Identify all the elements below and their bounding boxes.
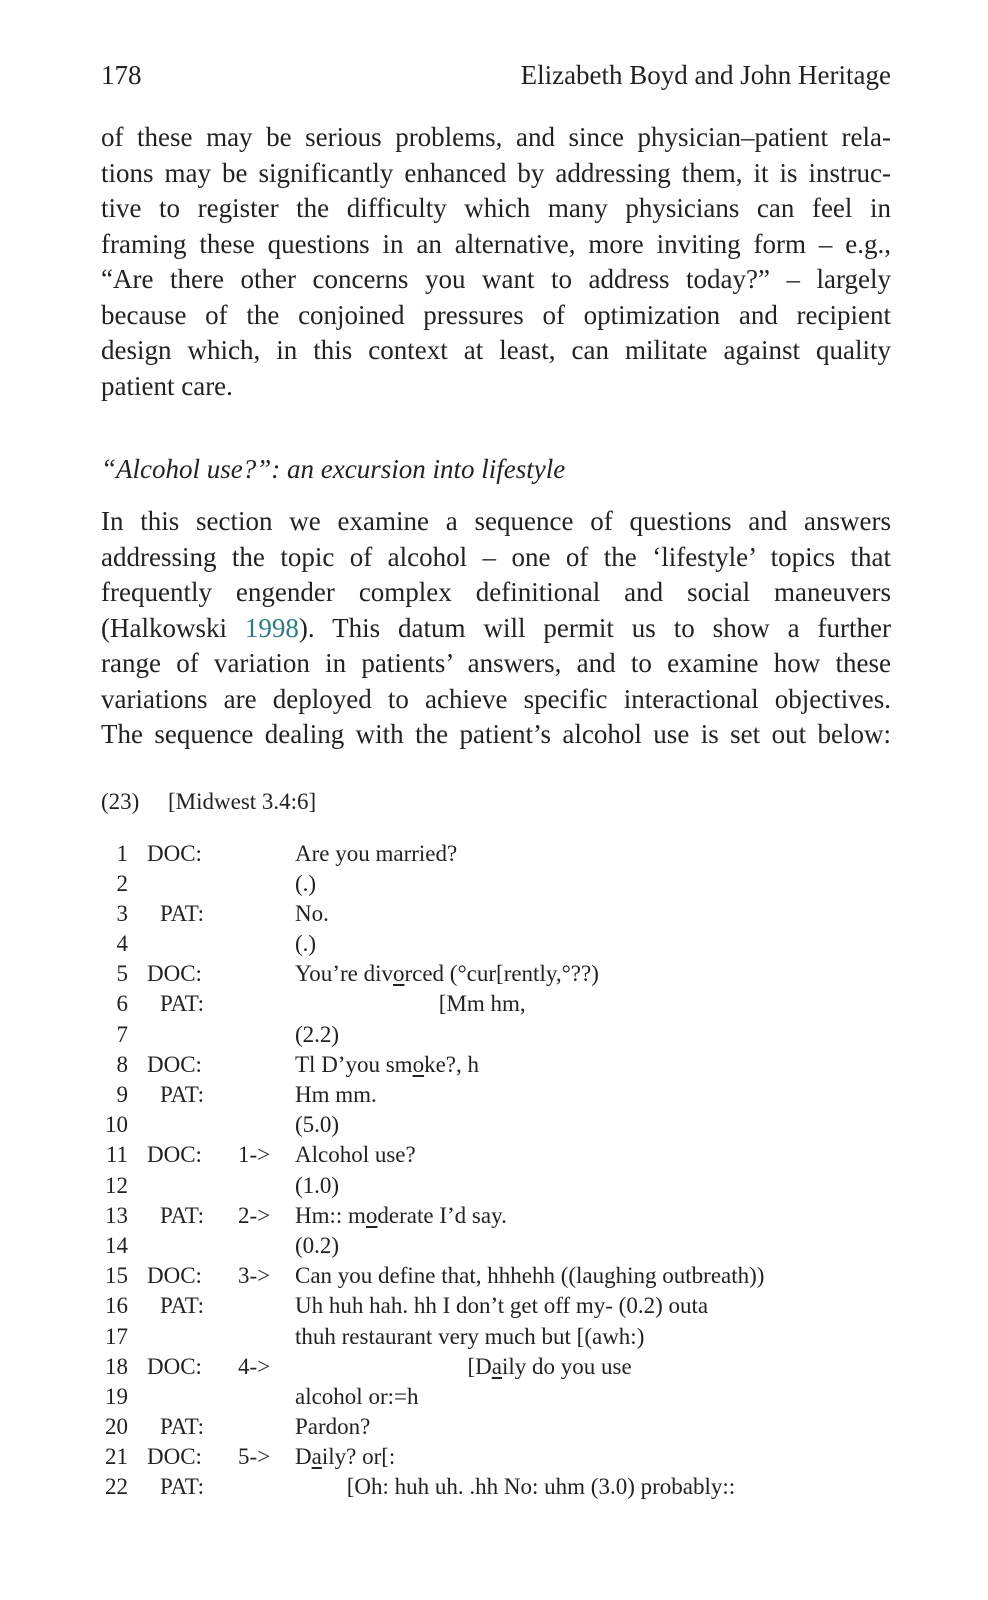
speaker-label: PAT: (160, 1414, 205, 1440)
transcript-line (101, 1382, 891, 1412)
line-number: 5 (116, 961, 128, 987)
transcript-line (101, 1472, 891, 1502)
utterance-segment: You’re div (295, 961, 393, 987)
example-label (101, 787, 891, 817)
transcript-line (101, 1231, 891, 1261)
line-number: 16 (105, 1293, 128, 1319)
line-number: 11 (105, 1142, 128, 1168)
transcript-line (101, 1140, 891, 1170)
arrow-marker: 3-> (238, 1263, 271, 1289)
utterance-text (295, 1412, 370, 1442)
citation-link[interactable]: 1998 (244, 612, 299, 643)
paragraph-line: tions may be significantly enhanced by addressing them, it is instruc- (101, 157, 891, 188)
utterance-segment: rced (°cur[rently,°??) (404, 961, 599, 987)
line-number: 9 (116, 1082, 128, 1107)
paragraph-line: In this section we examine a sequence of questions and answers (101, 506, 891, 536)
line-number: 17 (105, 1323, 128, 1349)
utterance-segment: (.) (295, 931, 317, 957)
line-number: 15 (105, 1263, 128, 1289)
page-number: 178 (101, 60, 142, 90)
speaker-label: DOC: (147, 1444, 202, 1470)
utterance-text (295, 839, 457, 869)
line-number: 22 (105, 1474, 128, 1500)
transcript-line (101, 1352, 891, 1382)
line-number: 6 (116, 991, 128, 1017)
line-number: 19 (105, 1383, 128, 1409)
utterance-segment: (2.2) (295, 1021, 340, 1047)
utterance-segment: thuh restaurant very much but [(awh:) (295, 1323, 645, 1349)
line-number: 10 (105, 1112, 128, 1138)
speaker-label: DOC: (147, 1051, 202, 1077)
paragraph-line: design which, in this context at least, can militate against quality (101, 335, 891, 365)
utterance-segment: Hm mm. (295, 1082, 377, 1107)
transcript-line (101, 929, 891, 959)
utterance-segment: Uh huh hah. hh I don’t get off my- (0.2) outa (295, 1293, 709, 1319)
utterance-segment: alcohol or:=h (295, 1383, 419, 1409)
speaker-label: PAT: (160, 1202, 205, 1228)
utterance-text (295, 1201, 507, 1231)
speaker-label: DOC: (147, 961, 202, 987)
utterance-segment: Can you define that, hhhehh ((laughing outbreath)) (295, 1263, 765, 1289)
line-number: 21 (105, 1444, 128, 1470)
paragraph-line: tive to register the difficulty which many physicians can feel in (101, 193, 891, 223)
utterance-segment: No. (295, 900, 329, 926)
line-number: 12 (105, 1172, 128, 1198)
utterance-segment: Are you married? (295, 840, 458, 866)
speaker-label: DOC: (147, 1263, 202, 1289)
line-number: 13 (105, 1202, 128, 1228)
utterance-text (295, 989, 526, 1019)
line-number: 18 (105, 1353, 128, 1379)
utterance-segment: (0.2) (295, 1232, 340, 1258)
line-number: 4 (116, 931, 128, 957)
paragraph-2 (101, 504, 891, 753)
arrow-marker: 5-> (238, 1444, 271, 1470)
paragraph-line: of these may be serious problems, and since physician–patient rela- (101, 122, 891, 152)
example-number: (23) (101, 788, 140, 814)
paragraph-1 (101, 120, 891, 404)
speaker-label: DOC: (147, 840, 202, 866)
running-header (101, 60, 891, 104)
transcript (101, 839, 891, 1503)
line-number: 7 (116, 1021, 128, 1047)
utterance-segment: ily? or[: (321, 1444, 396, 1470)
utterance-segment: Pardon? (295, 1414, 371, 1440)
utterance-text (295, 899, 329, 929)
utterance-segment: (.) (295, 870, 317, 896)
arrow-marker: 2-> (238, 1202, 271, 1228)
transcript-line (101, 899, 891, 929)
transcript-line (101, 1322, 891, 1352)
utterance-text (295, 959, 599, 989)
utterance-text (295, 1442, 395, 1472)
transcript-line (101, 839, 891, 869)
utterance-text (295, 1020, 339, 1050)
transcript-line (101, 1291, 891, 1321)
utterance-segment: [Oh: huh uh. .hh No: uhm (3.0) probably:: (295, 1474, 736, 1500)
paragraph-line: frequently engender complex definitional and social maneuvers (101, 577, 891, 607)
paragraph-line (101, 611, 891, 647)
line-number: 14 (105, 1232, 128, 1258)
utterance-segment: Alcohol use? (295, 1142, 416, 1168)
arrow-marker: 4-> (238, 1353, 271, 1379)
utterance-text (295, 1352, 632, 1382)
utterance-text (295, 1261, 764, 1291)
paragraph-line: because of the conjoined pressures of optimization and recipient (101, 299, 891, 330)
speaker-label: PAT: (160, 991, 205, 1017)
paragraph-line: “Are there other concerns you want to address today?” – largely (101, 264, 891, 294)
paragraph-text: (Halkowski (101, 612, 245, 643)
utterance-segment: ily do you use (502, 1353, 632, 1379)
stressed-segment: o (412, 1051, 425, 1077)
stressed-segment: o (392, 961, 405, 987)
utterance-segment: derate I’d say. (377, 1202, 507, 1228)
paragraph-line: patient care. (101, 370, 233, 401)
line-number: 3 (116, 900, 128, 926)
speaker-label: DOC: (147, 1142, 202, 1168)
speaker-label: PAT: (160, 1474, 205, 1500)
speaker-label: PAT: (160, 1082, 205, 1107)
running-title: Elizabeth Boyd and John Heritage (520, 60, 891, 90)
utterance-text (295, 1231, 339, 1261)
arrow-marker: 1-> (238, 1142, 271, 1168)
transcript-line (101, 1171, 891, 1201)
utterance-text (295, 1322, 644, 1352)
speaker-label: PAT: (160, 900, 205, 926)
utterance-text (295, 1171, 339, 1201)
stressed-segment: o (365, 1202, 378, 1228)
utterance-segment: (1.0) (295, 1172, 340, 1198)
utterance-segment: D (295, 1444, 312, 1470)
line-number: 8 (116, 1051, 128, 1077)
line-number: 1 (116, 840, 128, 866)
utterance-segment: [Mm hm, (295, 991, 526, 1017)
speaker-label: PAT: (160, 1293, 205, 1319)
transcript-line (101, 1201, 891, 1231)
utterance-text (295, 1110, 339, 1140)
transcript-line (101, 869, 891, 899)
transcript-line (101, 1412, 891, 1442)
utterance-text (295, 929, 316, 959)
utterance-text (295, 1050, 479, 1080)
transcript-line (101, 989, 891, 1019)
utterance-segment: (5.0) (295, 1112, 340, 1138)
utterance-segment: [D (295, 1353, 492, 1379)
stressed-segment: a (491, 1353, 502, 1379)
transcript-line (101, 1080, 891, 1110)
transcript-line (101, 1261, 891, 1291)
transcript-line (101, 1442, 891, 1472)
utterance-text (295, 1382, 418, 1412)
paragraph-line: framing these questions in an alternative, more inviting form – e.g., (101, 228, 891, 259)
book-page (101, 60, 891, 1503)
utterance-text (295, 1140, 416, 1170)
utterance-segment: Tl D’you sm (295, 1051, 413, 1077)
line-number: 20 (105, 1414, 128, 1440)
utterance-segment: ke?, h (424, 1051, 479, 1077)
utterance-segment: Hm:: m (295, 1202, 366, 1228)
transcript-line (101, 1110, 891, 1140)
line-number: 2 (116, 870, 128, 896)
speaker-label: DOC: (147, 1353, 202, 1379)
paragraph-line: range of variation in patients’ answers, and to examine how these (101, 648, 891, 678)
utterance-text (295, 1291, 708, 1321)
stressed-segment: a (311, 1444, 322, 1470)
utterance-text (295, 1472, 735, 1502)
utterance-text (295, 1080, 377, 1110)
paragraph-text: ). This datum will permit us to show a further (298, 612, 891, 643)
transcript-line (101, 959, 891, 989)
example-source: [Midwest 3.4:6] (168, 788, 317, 814)
paragraph-line: variations are deployed to achieve specific interactional objectives. (101, 683, 891, 714)
transcript-line (101, 1020, 891, 1050)
section-heading: “Alcohol use?”: an excursion into lifestyle (101, 454, 566, 484)
paragraph-line: The sequence dealing with the patient’s alcohol use is set out below: (101, 719, 891, 749)
paragraph-line: addressing the topic of alcohol – one of the ‘lifestyle’ topics that (101, 541, 891, 572)
utterance-text (295, 869, 316, 899)
transcript-line (101, 1050, 891, 1080)
